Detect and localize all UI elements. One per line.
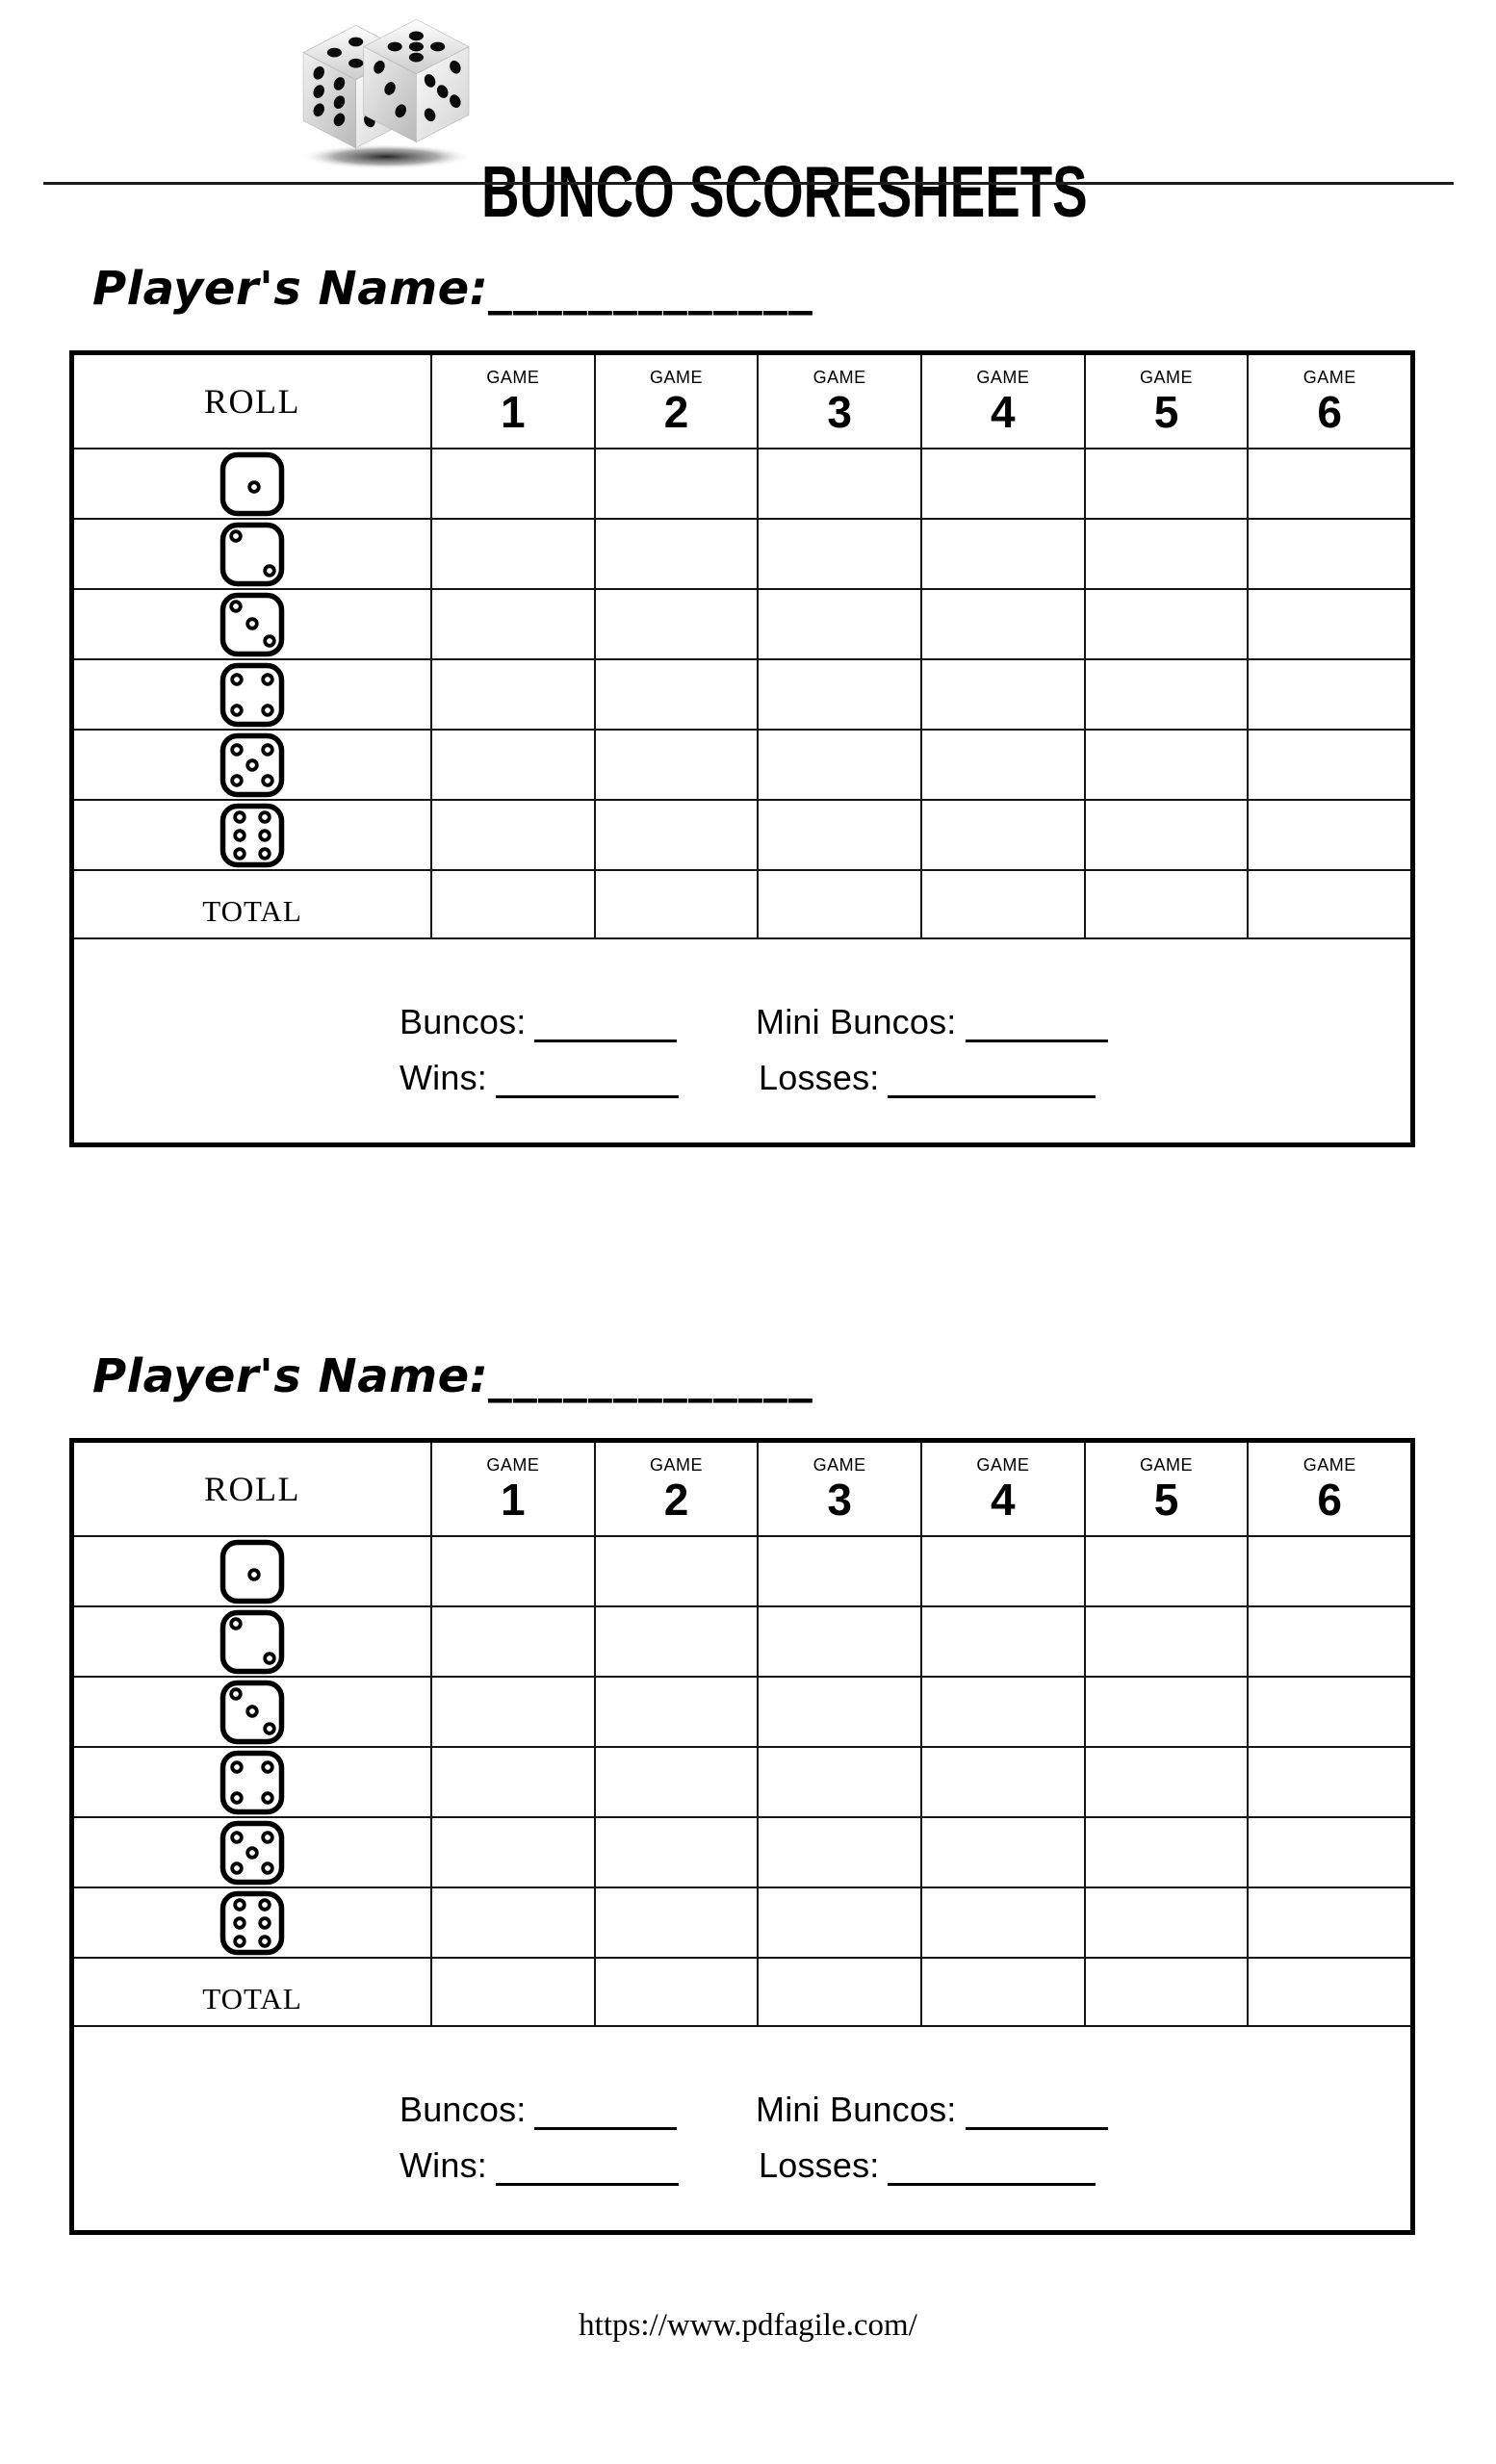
roll-die-cell	[74, 590, 430, 658]
wins-field	[400, 1055, 679, 1098]
score-cell[interactable]	[594, 1959, 758, 2025]
game-number: 4	[991, 386, 1016, 437]
score-cell[interactable]	[757, 449, 920, 518]
score-cell[interactable]	[430, 449, 594, 518]
score-row-die-5	[74, 729, 1410, 799]
die-1-icon	[219, 451, 285, 517]
score-table-2	[69, 1438, 1415, 2235]
game-label: GAME	[1140, 368, 1194, 387]
game-number: 5	[1153, 386, 1179, 437]
game-label: GAME	[650, 1455, 704, 1475]
score-row-die-2	[74, 518, 1410, 588]
player-name-line	[92, 1349, 813, 1403]
die-2-icon	[219, 1609, 285, 1675]
buncos-blank[interactable]	[534, 999, 677, 1042]
game-label: GAME	[486, 368, 540, 387]
die-3-icon	[219, 1680, 285, 1745]
score-cell[interactable]	[594, 1678, 758, 1746]
score-cell[interactable]	[430, 731, 594, 799]
die-5-icon	[219, 1820, 285, 1886]
game-label: GAME	[486, 1455, 540, 1475]
score-cell[interactable]	[430, 1959, 594, 2025]
game-label: GAME	[812, 368, 866, 387]
die-6-icon	[219, 803, 285, 868]
roll-column-header: ROLL	[204, 382, 300, 421]
score-cell[interactable]	[920, 1537, 1084, 1605]
score-cell[interactable]	[594, 449, 758, 518]
score-cell[interactable]	[430, 871, 594, 937]
score-cell[interactable]	[757, 590, 920, 658]
score-cell[interactable]	[1247, 590, 1410, 658]
roll-die-cell	[74, 1818, 430, 1886]
score-cell[interactable]	[920, 1818, 1084, 1886]
game-number: 6	[1317, 386, 1342, 437]
total-label: TOTAL	[202, 893, 302, 928]
score-cell[interactable]	[1247, 1748, 1410, 1816]
roll-die-cell	[74, 1607, 430, 1676]
summary-area	[74, 937, 1410, 1142]
die-4-icon	[219, 1750, 285, 1815]
score-cell[interactable]	[1247, 1607, 1410, 1676]
score-cell[interactable]	[430, 1607, 594, 1676]
player-name-line	[92, 262, 813, 316]
game-label: GAME	[650, 368, 704, 387]
score-cell[interactable]	[430, 1537, 594, 1605]
losses-field	[759, 2143, 1096, 2186]
game-6-column-header	[1247, 355, 1410, 448]
roll-die-cell	[74, 1748, 430, 1816]
score-row-die-3	[74, 1676, 1410, 1746]
game-label: GAME	[812, 1455, 866, 1475]
wins-blank[interactable]	[496, 1055, 679, 1098]
total-label: TOTAL	[202, 1981, 302, 2015]
roll-column-header: ROLL	[204, 1470, 300, 1508]
score-cell[interactable]	[757, 801, 920, 869]
score-row-die-3	[74, 588, 1410, 658]
score-cell[interactable]	[430, 1818, 594, 1886]
die-3-icon	[219, 592, 285, 657]
score-cell[interactable]	[594, 871, 758, 937]
score-cell[interactable]	[1084, 1678, 1248, 1746]
score-cell[interactable]	[1084, 1748, 1248, 1816]
score-cell[interactable]	[920, 1888, 1084, 1957]
losses-label: Losses:	[759, 2145, 880, 2185]
site-url: https://www.pdfagile.com/	[579, 2308, 917, 2343]
player-name-blank[interactable]: _____________	[488, 262, 814, 316]
wins-label: Wins:	[400, 2145, 487, 2185]
mini-buncos-label: Mini Buncos:	[756, 1002, 957, 1041]
die-5-icon	[219, 732, 285, 798]
score-table-1	[69, 350, 1415, 1147]
game-5-column-header	[1084, 355, 1248, 448]
score-cell[interactable]	[1084, 871, 1248, 937]
buncos-label: Buncos:	[400, 2090, 527, 2129]
score-row-die-6	[74, 799, 1410, 869]
mini-buncos-blank[interactable]	[966, 999, 1108, 1042]
scoresheet-1	[0, 262, 1496, 1162]
score-cell[interactable]	[1084, 1888, 1248, 1957]
score-cell[interactable]	[594, 1888, 758, 1957]
score-cell[interactable]	[757, 1537, 920, 1605]
roll-die-cell	[74, 1888, 430, 1957]
score-cell[interactable]	[430, 1678, 594, 1746]
score-cell[interactable]	[757, 1959, 920, 2025]
score-cell[interactable]	[1084, 590, 1248, 658]
score-row-die-1	[74, 448, 1410, 518]
score-cell[interactable]	[757, 731, 920, 799]
score-cell[interactable]	[1084, 731, 1248, 799]
score-cell[interactable]	[1247, 1537, 1410, 1605]
score-cell[interactable]	[594, 520, 758, 588]
summary-area	[74, 2025, 1410, 2230]
score-cell[interactable]	[920, 801, 1084, 869]
score-cell[interactable]	[1084, 449, 1248, 518]
score-cell[interactable]	[1084, 1818, 1248, 1886]
score-cell[interactable]	[920, 1959, 1084, 2025]
buncos-field	[400, 2087, 677, 2130]
game-label: GAME	[1303, 368, 1356, 387]
mini-buncos-label: Mini Buncos:	[756, 2090, 957, 2129]
table-header-row	[74, 355, 1410, 448]
score-cell[interactable]	[757, 1678, 920, 1746]
score-cell[interactable]	[594, 731, 758, 799]
score-row-die-4	[74, 1746, 1410, 1816]
score-cell[interactable]	[757, 1607, 920, 1676]
score-cell[interactable]	[430, 801, 594, 869]
game-label: GAME	[976, 1455, 1030, 1475]
roll-die-cell	[74, 1537, 430, 1605]
table-header-row	[74, 1443, 1410, 1535]
score-row-die-1	[74, 1535, 1410, 1605]
score-cell[interactable]	[1247, 1818, 1410, 1886]
game-number: 6	[1317, 1474, 1342, 1525]
game-number: 1	[501, 1474, 526, 1525]
game-number: 5	[1153, 1474, 1179, 1525]
game-5-column-header	[1084, 1443, 1248, 1535]
losses-field	[759, 1055, 1096, 1098]
player-name-blank[interactable]: _____________	[488, 1349, 814, 1403]
losses-blank[interactable]	[888, 2143, 1096, 2186]
die-2-icon	[219, 522, 285, 587]
roll-die-cell	[74, 1678, 430, 1746]
score-cell[interactable]	[1247, 1678, 1410, 1746]
game-2-column-header	[594, 1443, 758, 1535]
score-cell[interactable]	[1247, 801, 1410, 869]
roll-die-cell	[74, 801, 430, 869]
game-1-column-header	[430, 1443, 594, 1535]
score-cell[interactable]	[1084, 520, 1248, 588]
score-cell[interactable]	[757, 1818, 920, 1886]
game-2-column-header	[594, 355, 758, 448]
game-number: 3	[827, 1474, 852, 1525]
score-cell[interactable]	[920, 871, 1084, 937]
game-number: 2	[663, 386, 689, 437]
game-number: 1	[501, 386, 526, 437]
score-cell[interactable]	[594, 1607, 758, 1676]
die-6-icon	[219, 1890, 285, 1956]
score-cell[interactable]	[920, 449, 1084, 518]
score-cell[interactable]	[920, 660, 1084, 729]
score-row-die-4	[74, 658, 1410, 729]
game-number: 2	[663, 1474, 689, 1525]
score-cell[interactable]	[1247, 871, 1410, 937]
score-cell[interactable]	[594, 801, 758, 869]
score-cell[interactable]	[1247, 731, 1410, 799]
total-row	[74, 1957, 1410, 2025]
wins-label: Wins:	[400, 1058, 487, 1097]
total-row	[74, 869, 1410, 937]
die-1-icon	[219, 1539, 285, 1604]
die-4-icon	[219, 662, 285, 728]
game-label: GAME	[1303, 1455, 1356, 1475]
score-cell[interactable]	[1084, 801, 1248, 869]
player-name-label: Player's Name:	[92, 1349, 489, 1403]
page-title: BUNCO SCORESHEETS	[481, 151, 1088, 233]
score-cell[interactable]	[757, 871, 920, 937]
score-cell[interactable]	[920, 731, 1084, 799]
game-4-column-header	[920, 1443, 1084, 1535]
score-cell[interactable]	[594, 1748, 758, 1816]
game-6-column-header	[1247, 1443, 1410, 1535]
score-cell[interactable]	[430, 660, 594, 729]
score-cell[interactable]	[1247, 660, 1410, 729]
game-number: 3	[827, 386, 852, 437]
roll-die-cell	[74, 449, 430, 518]
wins-blank[interactable]	[496, 2143, 679, 2186]
score-cell[interactable]	[430, 1888, 594, 1957]
game-4-column-header	[920, 355, 1084, 448]
mini-buncos-field	[756, 2087, 1108, 2130]
score-cell[interactable]	[1247, 1888, 1410, 1957]
game-label: GAME	[1140, 1455, 1194, 1475]
two-dice-logo-icon	[284, 6, 482, 171]
score-cell[interactable]	[594, 660, 758, 729]
game-number: 4	[991, 1474, 1016, 1525]
buncos-field	[400, 999, 677, 1042]
score-cell[interactable]	[430, 590, 594, 658]
score-row-die-2	[74, 1605, 1410, 1676]
score-cell[interactable]	[430, 520, 594, 588]
header-divider	[43, 182, 1454, 185]
score-cell[interactable]	[757, 660, 920, 729]
wins-field	[400, 2143, 679, 2186]
mini-buncos-blank[interactable]	[966, 2087, 1108, 2130]
roll-die-cell	[74, 731, 430, 799]
player-name-label: Player's Name:	[92, 262, 489, 316]
score-cell[interactable]	[1247, 449, 1410, 518]
buncos-label: Buncos:	[400, 1002, 527, 1041]
losses-blank[interactable]	[888, 1055, 1096, 1098]
game-label: GAME	[976, 368, 1030, 387]
score-cell[interactable]	[757, 1888, 920, 1957]
score-cell[interactable]	[1247, 520, 1410, 588]
game-1-column-header	[430, 355, 594, 448]
game-3-column-header	[757, 1443, 920, 1535]
score-cell[interactable]	[1084, 1537, 1248, 1605]
score-cell[interactable]	[594, 1537, 758, 1605]
score-cell[interactable]	[594, 1818, 758, 1886]
score-cell[interactable]	[430, 1748, 594, 1816]
score-cell[interactable]	[1247, 1959, 1410, 2025]
score-row-die-5	[74, 1816, 1410, 1886]
score-cell[interactable]	[920, 1678, 1084, 1746]
scoresheet-2	[0, 1349, 1496, 2249]
score-cell[interactable]	[1084, 1607, 1248, 1676]
mini-buncos-field	[756, 999, 1108, 1042]
score-cell[interactable]	[920, 520, 1084, 588]
score-cell[interactable]	[1084, 660, 1248, 729]
score-cell[interactable]	[920, 1748, 1084, 1816]
score-cell[interactable]	[757, 520, 920, 588]
roll-die-cell	[74, 660, 430, 729]
score-cell[interactable]	[920, 1607, 1084, 1676]
losses-label: Losses:	[759, 1058, 880, 1097]
score-cell[interactable]	[920, 590, 1084, 658]
score-cell[interactable]	[1084, 1959, 1248, 2025]
roll-die-cell	[74, 520, 430, 588]
buncos-blank[interactable]	[534, 2087, 677, 2130]
score-cell[interactable]	[594, 590, 758, 658]
game-3-column-header	[757, 355, 920, 448]
score-row-die-6	[74, 1886, 1410, 1957]
score-cell[interactable]	[757, 1748, 920, 1816]
